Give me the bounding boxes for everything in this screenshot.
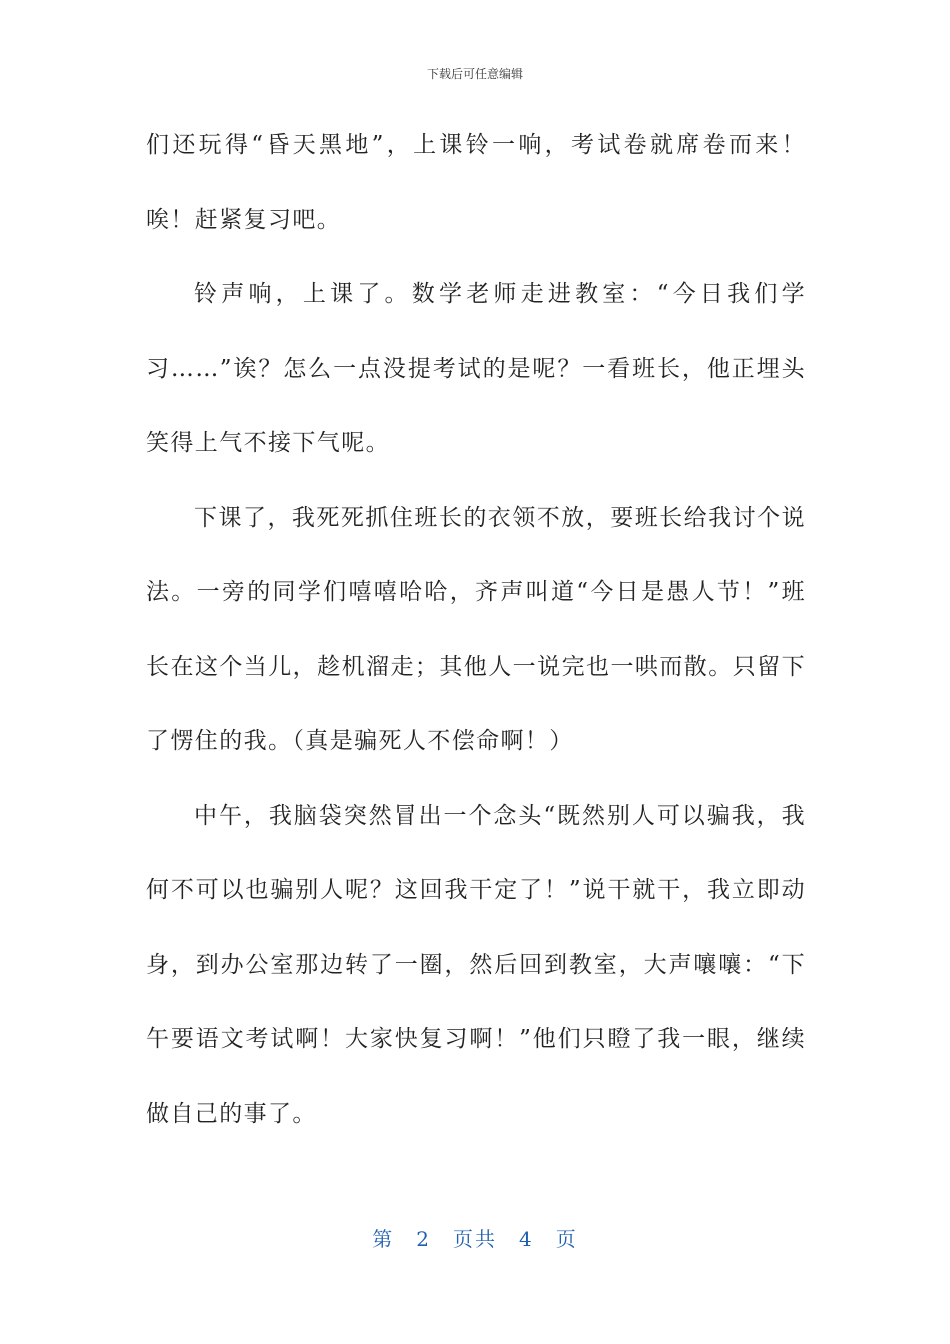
footer-prefix: 第 — [372, 1227, 395, 1251]
paragraph-3: 下课了，我死死抓住班长的衣领不放，要班长给我讨个说法。一旁的同学们嘻嘻哈哈，齐声叫道“今日是愚人节！”班长在这个当儿，趁机溜走；其他人一说完也一哄而散。只留下了愣住的我。（真是骗死人不偿命啊！） — [146, 504, 806, 754]
footer-page-number: 2 — [416, 1227, 431, 1251]
footer-middle: 页共 — [453, 1227, 497, 1251]
paragraph-4: 中午，我脑袋突然冒出一个念头“既然别人可以骗我，我何不可以也骗别人呢？这回我干定了！”说干就干，我立即动身，到办公室那边转了一圈，然后回到教室，大声嚷嚷：“下午要语文考试啊！大家快复习啊！”他们只瞪了我一眼，继续做自己的事了。 — [146, 802, 806, 1127]
paragraph-2: 铃声响，上课了。数学老师走进教室：“今日我们学习……”诶？怎么一点没提考试的是呢？一看班长，他正埋头笑得上气不接下气呢。 — [146, 281, 806, 456]
page-header: 下载后可任意编辑 — [426, 67, 523, 81]
footer-total-pages: 4 — [519, 1227, 534, 1251]
document-body — [146, 108, 806, 1151]
page-footer — [0, 1225, 950, 1253]
footer-suffix: 页 — [555, 1227, 578, 1251]
paragraph-1: 们还玩得“昏天黑地”，上课铃一响，考试卷就席卷而来！唉！赶紧复习吧。 — [146, 132, 806, 233]
